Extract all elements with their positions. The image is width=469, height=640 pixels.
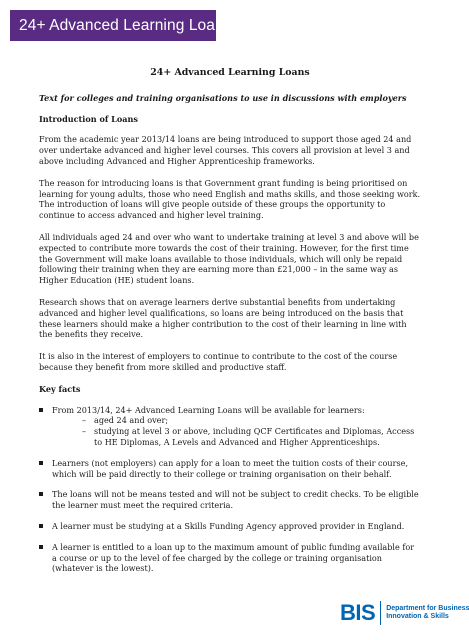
paragraph: It is also in the interest of employers to continue to contribute to the cost of the course because they benefit from more skilled and productive staff. — [39, 351, 398, 372]
banner-title: 24+ Advanced Learning Loan — [19, 16, 224, 34]
bis-logo-text: BIS — [340, 600, 376, 625]
document-body — [39, 68, 421, 584]
fact-text: A learner is entitled to a loan up to the maximum amount of public funding available for a course or up to the level of fee charged by the college or training organisation (whatever is the lowest). — [52, 541, 415, 574]
paragraph: All individuals aged 24 and over who want to undertake training at level 3 and above will be expected to contribute more towards the cost of their training. However, for the first time the Government will make loans available to those individuals, which will only be repaid following their training when they are earning more than £21,000 – in the same way as Higher Education (HE) student loans. — [39, 231, 419, 286]
list-item — [39, 542, 421, 574]
list-item — [39, 405, 421, 448]
sub-list-item: – aged 24 and over; — [82, 415, 421, 426]
paragraph: The reason for introducing loans is that Government grant funding is being prioritised on learning for young adults, those who need English and maths skills, and those seeking work. The introduction of loans will give people outside of these groups the opportunity to continue to access advanced and higher level training. — [39, 177, 421, 221]
fact-text: The loans will not be means tested and will not be subject to credit checks. To be eligible the learner must meet the required criteria. — [52, 489, 419, 511]
document-subtitle: Text for colleges and training organisations to use in discussions with employers — [39, 92, 407, 103]
fact-sublist — [52, 415, 421, 447]
fact-text: A learner must be studying at a Skills Funding Agency approved provider in England. — [52, 520, 405, 531]
header-banner — [10, 10, 224, 41]
bis-logo — [340, 600, 469, 626]
department-name — [386, 605, 469, 622]
paragraph: From the academic year 2013/14 loans are being introduced to support those aged 24 and over undertake advanced and higher level courses. This covers all provision at level 3 and above including Advanced and Higher Apprenticeship frameworks. — [39, 134, 412, 166]
document-title: 24+ Advanced Learning Loans — [150, 67, 310, 78]
fact-text: From 2013/14, 24+ Advanced Learning Loans will be available for learners: — [52, 404, 365, 415]
paragraph: Research shows that on average learners derive substantial benefits from undertaking advanced and higher level qualifications, so loans are being introduced on the basis that these learners should make a higher contribution to the cost of their learning in line with the benefits they receive. — [39, 296, 407, 340]
key-facts-heading: Key facts — [39, 383, 81, 394]
list-item — [39, 521, 421, 532]
list-item — [39, 458, 421, 480]
key-facts-list — [39, 405, 421, 575]
list-item — [39, 489, 421, 511]
sub-list-item: – studying at level 3 or above, including QCF Certificates and Diplomas, Access to HE Diplomas, A Levels and Advanced and Higher Apprenticeships. — [82, 426, 421, 448]
intro-heading: Introduction of Loans — [39, 113, 138, 124]
fact-text: Learners (not employers) can apply for a loan to meet the tuition costs of their course, which will be paid directly to their college or training organisation on their behalf. — [52, 457, 409, 479]
logo-divider — [380, 601, 381, 625]
department-line: Department for Business — [386, 604, 469, 612]
department-line: Innovation & Skills — [386, 613, 449, 620]
